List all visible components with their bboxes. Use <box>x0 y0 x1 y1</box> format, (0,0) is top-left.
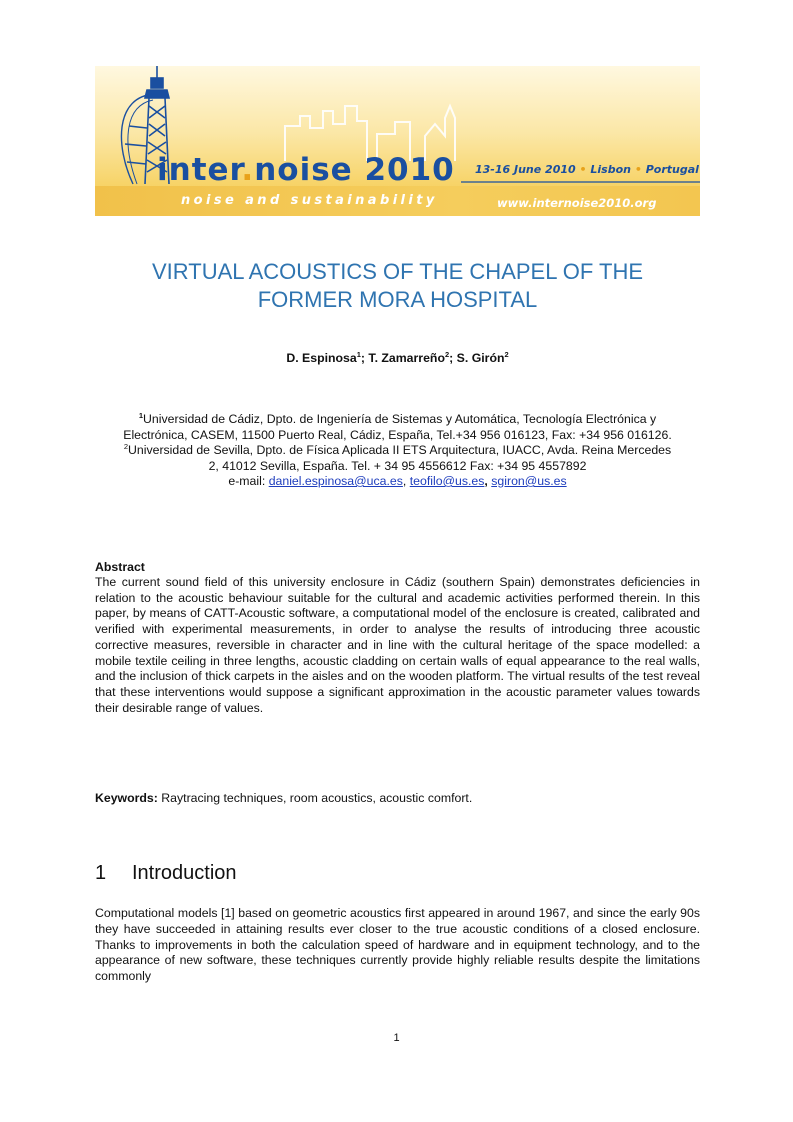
section-heading-introduction: 1 Introduction <box>95 862 237 884</box>
abstract-heading: Abstract <box>95 560 145 574</box>
conference-tagline: noise and sustainability <box>181 193 438 208</box>
email-line: e-mail: daniel.espinosa@uca.es, teofilo@us.es, sgiron@us.es <box>228 474 567 488</box>
paper-title: VIRTUAL ACOUSTICS OF THE CHAPEL OF THE FORMER MORA HOSPITAL <box>151 259 644 312</box>
conference-dates: 13-16 June 2010 • Lisbon • Portugal <box>475 163 699 176</box>
abstract-text: The current sound field of this university enclosure in Cádiz (southern Spain) demonstrates deficiencies in relation to the acoustic behaviour suitable for the cultural and academic activities performed therein. In this paper, by means of CATT-Acoustic software, a computational model of the enclosure is created, calibrated and verified with experimental measurements, in order to analyse the results of introducing three acoustic corrective measures, reversible in character and in line with the cultural heritage of the space modelled: a mobile textile ceiling in three lengths, acoustic cladding on certain walls of equal appearance to the real walls, and the inclusion of thick carpets in the aisles and on the wooden platform. The virtual results of the test reveal that these interventions would suppose a significant approximation in the acoustic parameter values towards their desirable range of values. <box>95 575 700 715</box>
conference-banner <box>95 66 700 216</box>
conference-logo-text: inter.noise 2010 <box>157 152 455 188</box>
page-number: 1 <box>393 1032 400 1044</box>
author-list: D. Espinosa$^1$; T. Zamarreño$^2$; S. Girón$^2$ <box>286 349 509 365</box>
email-link-sgiron[interactable]: sgiron@us.es <box>491 474 567 488</box>
introduction-text: Computational models [1] based on geometric acoustics first appeared in around 1967, and since the early 90s they have succeeded in attaining results ever closer to the true acoustic conditions of a closed enclosure. Thanks to improvements in both the calculation speed of hardware and in equipment technology, and to the appearance of new software, these techniques currently provide highly reliable results despite the limitations commonly <box>95 906 700 984</box>
email-link-espinosa[interactable]: daniel.espinosa@uca.es <box>268 474 403 488</box>
keywords: Keywords: Raytracing techniques, room acoustics, acoustic comfort. <box>95 791 473 805</box>
affiliations: $^1$Universidad de Cádiz, Dpto. de Ingeniería de Sistemas y Automática, Tecnología Electrónica y Electrónica, CASEM, 11500 Puerto Real, Cádiz, España, Tel.+34 956 016123, Fax: +34 956 016126. $^2$Universidad de Sevilla, Dpto. de Física Aplicada II ETS Arquitectura, IUACC, Avda. Reina Mercedes 2, 41012 Sevilla, España. Tel. + 34 95 4556612 Fax: +34 95 4557892 e-mail: daniel.espinosa@uca.es, teofilo@us.es, sgiron@us.es <box>95 412 700 490</box>
conference-website: www.internoise2010.org <box>497 196 657 210</box>
email-link-teofilo[interactable]: teofilo@us.es <box>409 474 485 488</box>
